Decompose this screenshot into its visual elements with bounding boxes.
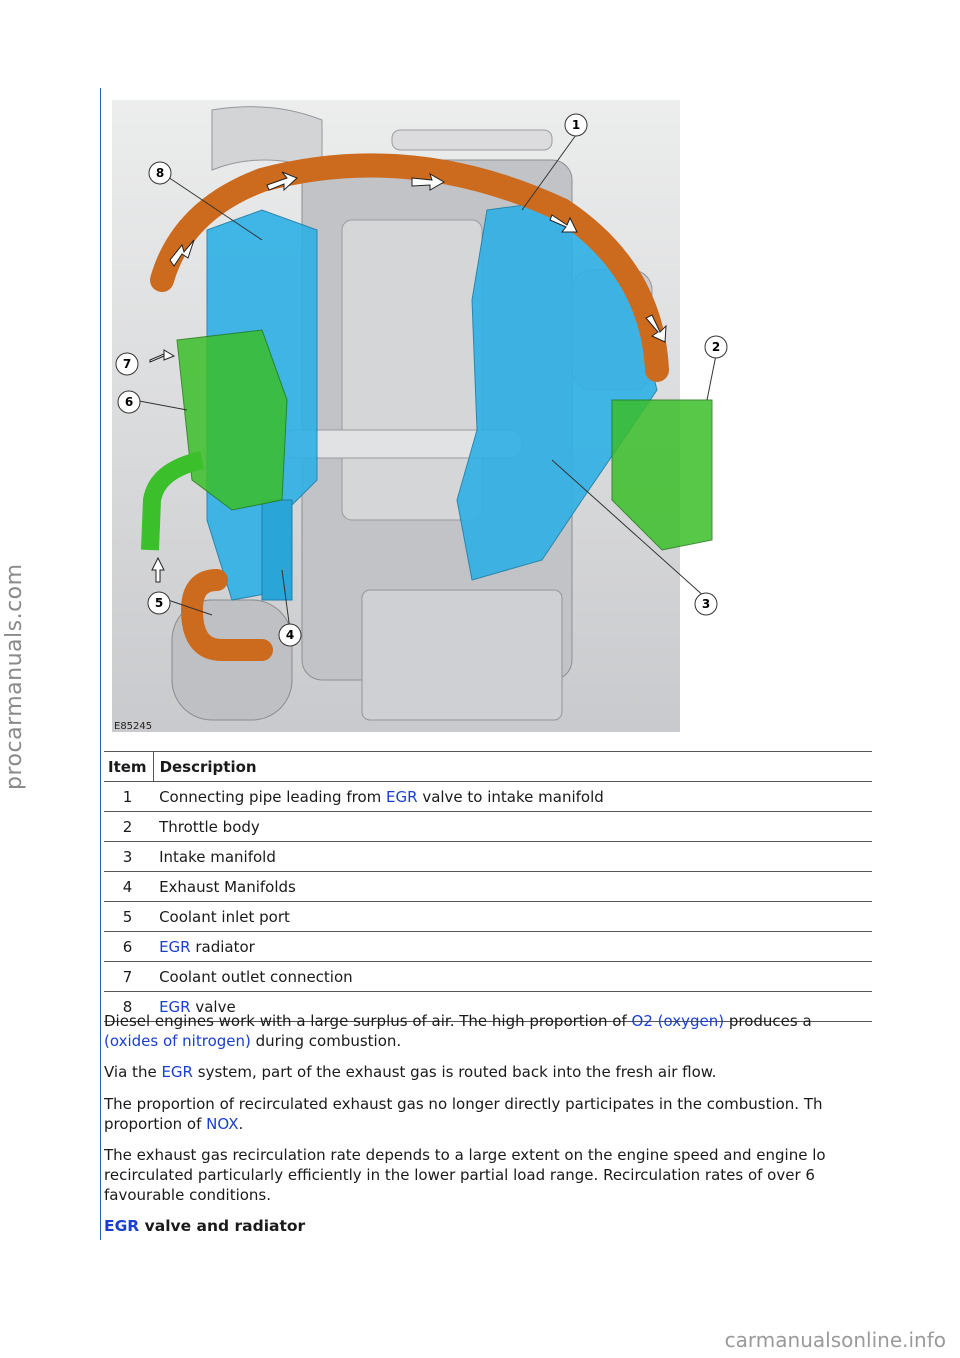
item-description: EGR valve bbox=[153, 992, 872, 1022]
paragraph-line: The exhaust gas recirculation rate depends to a large extent on the engine speed and engine lo bbox=[104, 1146, 826, 1164]
margin-rule bbox=[100, 88, 101, 1240]
acronym-link[interactable]: EGR bbox=[386, 788, 418, 806]
callout-6 bbox=[118, 391, 140, 413]
figure-code: E85245 bbox=[114, 721, 153, 732]
svg-text:5: 5 bbox=[154, 596, 164, 610]
paragraph-line: recirculated particularly efficiently in the lower partial load range. Recirculation rates of over 6 bbox=[104, 1166, 815, 1184]
svg-text:6: 6 bbox=[124, 395, 134, 409]
callout-7 bbox=[116, 353, 138, 375]
acronym-link[interactable]: O2 (oxygen) bbox=[631, 1012, 725, 1030]
paragraph-3 bbox=[104, 1094, 872, 1134]
paragraph-line: favourable conditions. bbox=[104, 1186, 272, 1204]
acronym-link[interactable]: EGR bbox=[104, 1217, 140, 1235]
item-description: Throttle body bbox=[153, 812, 872, 842]
item-number: 6 bbox=[104, 932, 153, 962]
callout-4 bbox=[279, 624, 301, 646]
svg-text:8: 8 bbox=[155, 166, 165, 180]
acronym-link[interactable]: NOX bbox=[206, 1115, 239, 1133]
item-description: Coolant outlet connection bbox=[153, 962, 872, 992]
svg-text:7: 7 bbox=[122, 357, 132, 371]
table-header-row bbox=[104, 752, 872, 782]
table-row bbox=[104, 902, 872, 932]
paragraph-4 bbox=[104, 1145, 872, 1205]
item-description: Exhaust Manifolds bbox=[153, 872, 872, 902]
acronym-link[interactable]: EGR bbox=[159, 998, 191, 1016]
item-description: Coolant inlet port bbox=[153, 902, 872, 932]
item-number: 5 bbox=[104, 902, 153, 932]
paragraph-line: Diesel engines work with a large surplus of air. The high proportion of O2 (oxygen) produces a bbox=[104, 1012, 812, 1030]
table-row bbox=[104, 932, 872, 962]
engine-illustration bbox=[112, 100, 721, 732]
paragraph-line: The proportion of recirculated exhaust gas no longer directly participates in the combustion. Th bbox=[104, 1095, 823, 1113]
item-description: EGR radiator bbox=[153, 932, 872, 962]
footer-watermark: carmanualsonline.info bbox=[724, 1328, 946, 1352]
header-description: Description bbox=[153, 752, 872, 782]
paragraph-1 bbox=[104, 1011, 872, 1051]
table-row bbox=[104, 872, 872, 902]
item-number: 7 bbox=[104, 962, 153, 992]
callout-2 bbox=[705, 336, 727, 358]
item-description: Intake manifold bbox=[153, 842, 872, 872]
item-number: 4 bbox=[104, 872, 153, 902]
side-watermark: procarmanuals.com bbox=[2, 563, 27, 790]
table-row bbox=[104, 812, 872, 842]
acronym-link[interactable]: EGR bbox=[161, 1063, 193, 1081]
item-number: 2 bbox=[104, 812, 153, 842]
item-number: 8 bbox=[104, 992, 153, 1022]
paragraph-2: Via the EGR system, part of the exhaust gas is routed back into the fresh air flow. bbox=[104, 1063, 717, 1081]
svg-text:3: 3 bbox=[701, 597, 711, 611]
item-description: Connecting pipe leading from EGR valve to intake manifold bbox=[153, 782, 872, 812]
header-item: Item bbox=[104, 752, 153, 782]
callout-3 bbox=[695, 593, 717, 615]
callout-1 bbox=[565, 114, 587, 136]
callout-8 bbox=[149, 162, 171, 184]
paragraph-line: (oxides of nitrogen) during combustion. bbox=[104, 1032, 402, 1050]
acronym-link[interactable]: (oxides of nitrogen) bbox=[104, 1032, 251, 1050]
item-number: 3 bbox=[104, 842, 153, 872]
item-number: 1 bbox=[104, 782, 153, 812]
svg-text:1: 1 bbox=[571, 118, 581, 132]
engine-egr-figure bbox=[112, 100, 721, 732]
svg-text:2: 2 bbox=[711, 340, 721, 354]
svg-text:4: 4 bbox=[285, 628, 295, 642]
section-heading: EGR valve and radiator bbox=[104, 1217, 306, 1235]
table-row bbox=[104, 782, 872, 812]
item-description-table bbox=[104, 751, 872, 1022]
callout-5 bbox=[148, 592, 170, 614]
paragraph-line: proportion of NOX. bbox=[104, 1115, 244, 1133]
acronym-link[interactable]: EGR bbox=[159, 938, 191, 956]
table-row bbox=[104, 962, 872, 992]
table-row bbox=[104, 842, 872, 872]
